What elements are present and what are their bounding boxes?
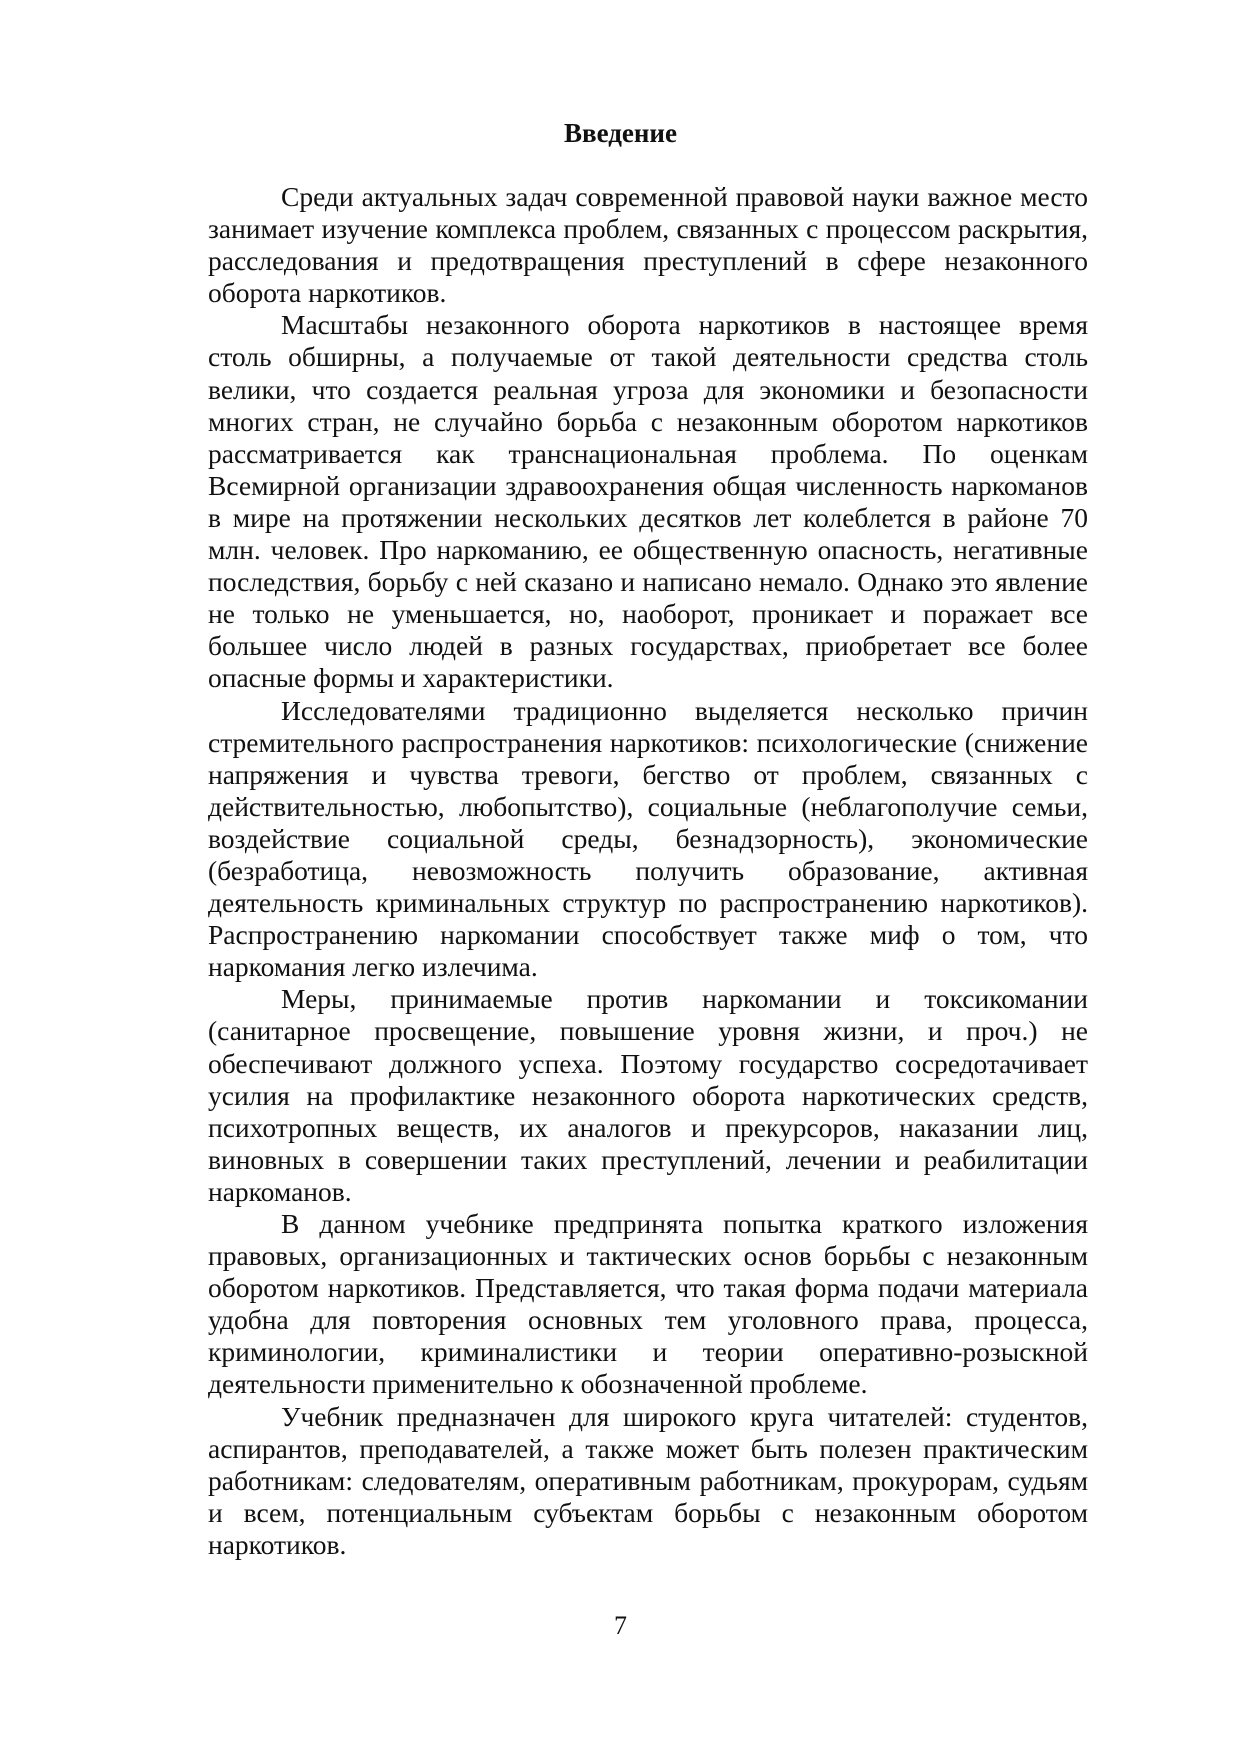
paragraph-2: Масштабы незаконного оборота наркотиков в настоящее время столь обширны, а получаемые от такой деятельности средства столь велики, что создается реальная угроза для экономики и безопасности многих стран, не случайно борьба с незаконным оборотом наркотиков рассматривается как транснациональная проблема. По оценкам Всемирной организации здравоохранения общая численность наркоманов в мире на протяжении нескольких десятков лет колеблется в районе 70 млн. человек. Про наркоманию, ее общественную опасность, негативные последствия, борьбу с ней сказано и написано немало. Однако это явление не только не уменьшается, но, наоборот, проникает и поражает все большее число людей в разных государствах, приобретает все более опасные формы и характеристики. (208, 309, 1088, 694)
paragraph-4: Меры, принимаемые против наркомании и токсикомании (санитарное просвещение, повышение уровня жизни, и проч.) не обеспечивают должного успеха. Поэтому государство сосредотачивает усилия на профилактике незаконного оборота наркотических средств, психотропных веществ, их аналогов и прекурсоров, наказании лиц, виновных в совершении таких преступлений, лечении и реабилитации наркоманов. (208, 983, 1088, 1207)
paragraph-5: В данном учебнике предпринята попытка краткого изложения правовых, организационных и тактических основ борьбы с незаконным оборотом наркотиков. Представляется, что такая форма подачи материала удобна для повторения основных тем уголовного права, процесса, криминологии, криминалистики и теории оперативно-розыскной деятельности применительно к обозначенной проблеме. (208, 1208, 1088, 1400)
paragraph-3: Исследователями традиционно выделяется несколько причин стремительного распространения наркотиков: психологические (снижение напряжения и чувства тревоги, бегство от проблем, связанных с действительностью, любопытство), социальные (неблагополучие семьи, воздействие социальной среды, безнадзорность), экономические (безработица, невозможность получить образование, активная деятельность криминальных структур по распространению наркотиков). Распространению наркомании способствует также миф о том, что наркомания легко излечима. (208, 694, 1088, 983)
page-number: 7 (614, 1611, 627, 1640)
page-title: Введение (564, 118, 677, 148)
body-text (208, 181, 1088, 1561)
paragraph-1: Среди актуальных задач современной правовой науки важное место занимает изучение комплекса проблем, связанных с процессом раскрытия, расследования и предотвращения преступлений в сфере незаконного оборота наркотиков. (208, 181, 1088, 309)
paragraph-6: Учебник предназначен для широкого круга читателей: студентов, аспирантов, преподавателей, а также может быть полезен практическим работникам: следователям, оперативным работникам, прокурорам, судьям и всем, потенциальным субъектам борьбы с незаконным оборотом наркотиков. (208, 1400, 1088, 1560)
